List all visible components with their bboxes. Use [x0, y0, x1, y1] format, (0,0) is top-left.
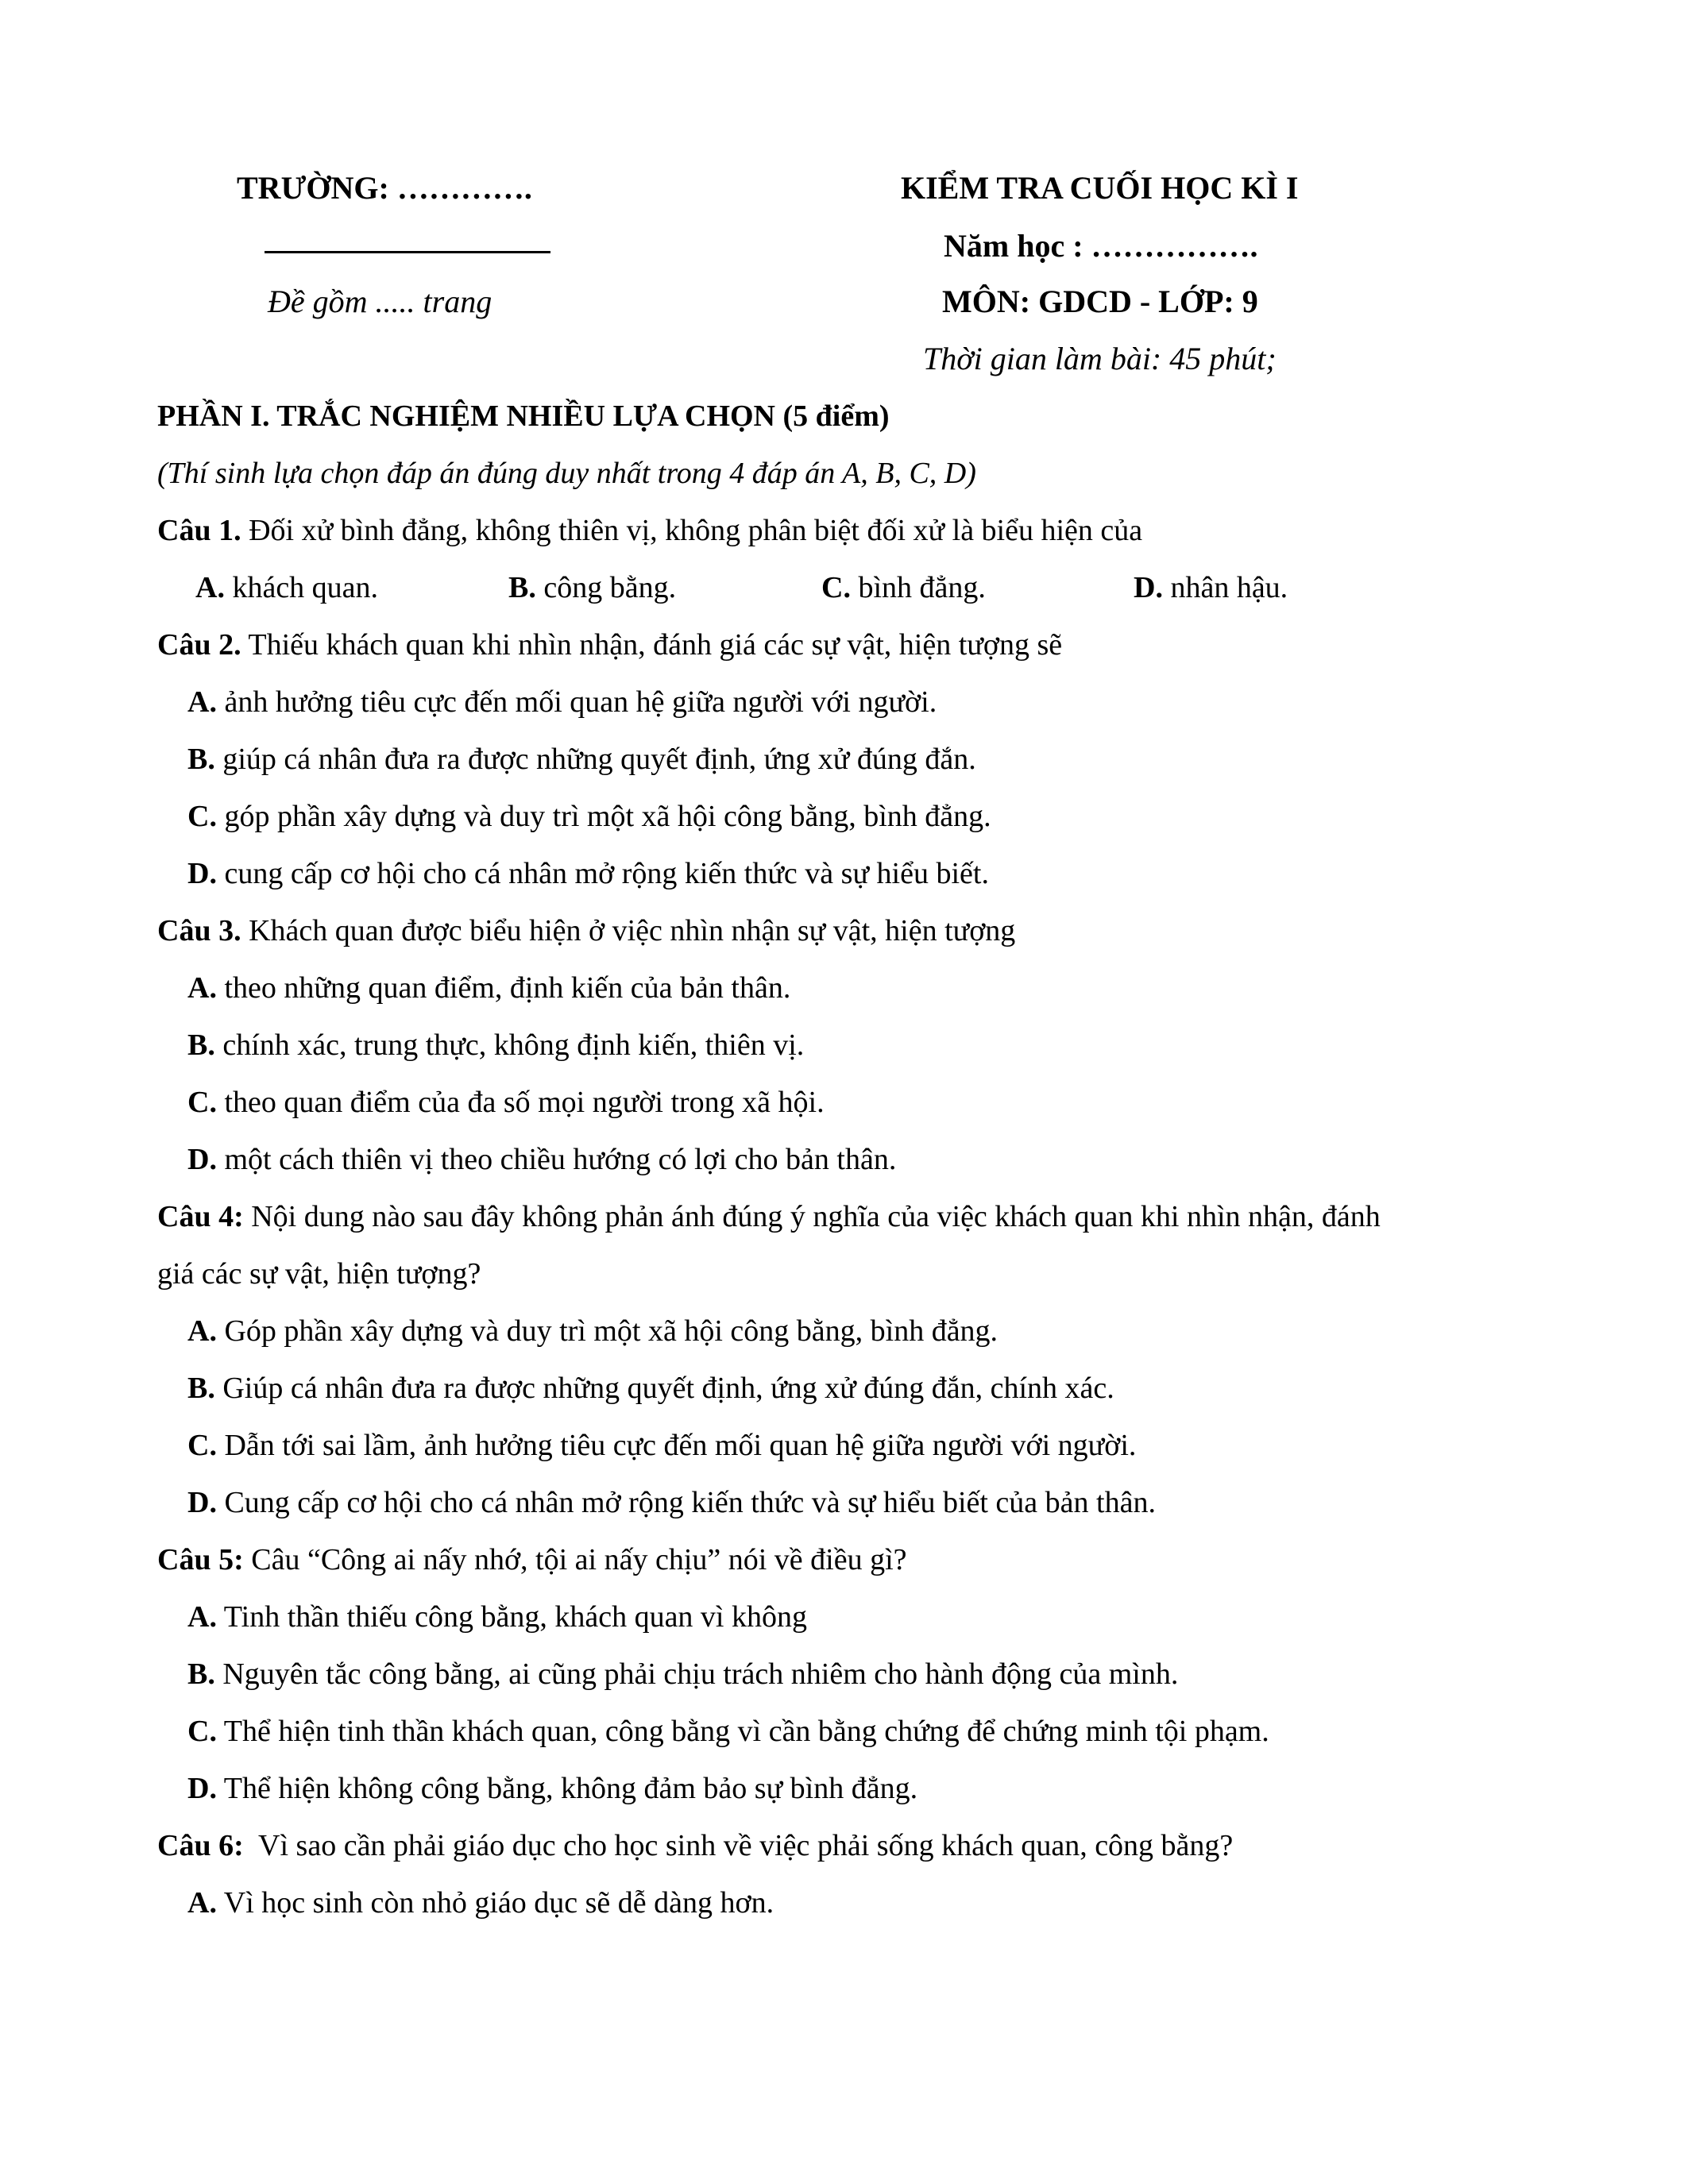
option-3b — [187, 1030, 804, 1060]
option-text: Cung cấp cơ hội cho cá nhân mở rộng kiến thức và sự hiểu biết của bản thân. — [216, 1486, 1156, 1519]
option-label: D. — [187, 1486, 217, 1519]
option-text: một cách thiên vị theo chiều hướng có lợi cho bản thân. — [216, 1143, 897, 1176]
option-2d — [187, 859, 989, 889]
option-label: B. — [187, 1028, 215, 1062]
question-text: Câu “Công ai nấy nhớ, tội ai nấy chịu” nói về điều gì? — [243, 1543, 907, 1576]
option-6a — [187, 1888, 774, 1918]
question-3 — [157, 916, 1015, 946]
option-text: Dẫn tới sai lầm, ảnh hưởng tiêu cực đến mối quan hệ giữa người với người. — [216, 1429, 1137, 1462]
question-1 — [157, 515, 1142, 546]
option-text: cung cấp cơ hội cho cá nhân mở rộng kiến thức và sự hiểu biết. — [216, 857, 989, 890]
option-text: Giúp cá nhân đưa ra được những quyết định, ứng xử đúng đắn, chính xác. — [214, 1372, 1114, 1405]
option-label: D. — [1134, 571, 1163, 604]
option-text: theo quan điểm của đa số mọi người trong xã hội. — [216, 1086, 825, 1119]
question-text: Vì sao cần phải giáo dục cho học sinh về việc phải sống khách quan, công bằng? — [243, 1829, 1234, 1862]
option-label: A. — [187, 1600, 217, 1634]
option-text: ảnh hưởng tiêu cực đến mối quan hệ giữa người với người. — [216, 685, 937, 719]
subject-grade: MÔN: GDCD - LỚP: 9 — [942, 284, 1258, 319]
exam-title: KIỂM TRA CUỐI HỌC KÌ I — [901, 170, 1299, 206]
option-text: chính xác, trung thực, không định kiến, thiên vị. — [214, 1028, 805, 1062]
question-label: Câu 6: — [157, 1829, 244, 1862]
option-label: D. — [187, 1143, 217, 1176]
option-label: D. — [187, 857, 217, 890]
option-2b — [187, 744, 976, 774]
option-label: A. — [195, 571, 225, 604]
option-text: góp phần xây dựng và duy trì một xã hội công bằng, bình đẳng. — [216, 800, 991, 833]
option-4c — [187, 1430, 1136, 1461]
option-text: Tinh thần thiếu công bằng, khách quan vì không — [216, 1600, 807, 1634]
option-4b — [187, 1373, 1114, 1403]
option-label: B. — [187, 743, 215, 776]
question-text: Nội dung nào sau đây không phản ánh đúng ý nghĩa của việc khách quan khi nhìn nhận, đánh — [243, 1200, 1381, 1233]
option-label: A. — [187, 1886, 217, 1920]
option-4d — [187, 1488, 1156, 1518]
question-label: Câu 5: — [157, 1543, 244, 1576]
option-label: C. — [187, 1086, 217, 1119]
option-5a — [187, 1602, 807, 1632]
option-1b — [508, 573, 676, 603]
option-label: C. — [187, 1429, 217, 1462]
option-3a — [187, 973, 790, 1003]
option-3c — [187, 1087, 825, 1117]
option-label: A. — [187, 685, 217, 719]
school-label: TRƯỜNG: …………. — [237, 170, 532, 206]
question-6 — [157, 1831, 1233, 1861]
option-label: C. — [821, 571, 851, 604]
option-text: theo những quan điểm, định kiến của bản thân. — [216, 971, 791, 1005]
option-label: C. — [187, 1715, 217, 1748]
school-year: Năm học : ……………. — [944, 228, 1258, 264]
option-label: B. — [508, 571, 536, 604]
question-text: Đối xử bình đẳng, không thiên vị, không phân biệt đối xử là biểu hiện của — [241, 514, 1143, 547]
option-2a — [187, 687, 937, 717]
question-2 — [157, 630, 1062, 660]
option-text: công bằng. — [535, 571, 677, 604]
header-divider-line — [265, 251, 550, 253]
question-text: Khách quan được biểu hiện ở việc nhìn nhận sự vật, hiện tượng — [241, 914, 1016, 947]
option-label: B. — [187, 1657, 215, 1691]
option-1a — [195, 573, 378, 603]
option-text: Thể hiện không công bằng, không đảm bảo sự bình đẳng. — [216, 1772, 918, 1805]
option-label: A. — [187, 971, 217, 1005]
option-label: A. — [187, 1314, 217, 1348]
question-4-continuation: giá các sự vật, hiện tượng? — [157, 1257, 481, 1291]
question-label: Câu 2. — [157, 628, 241, 662]
option-3d — [187, 1144, 896, 1175]
option-text: Vì học sinh còn nhỏ giáo dục sẽ dễ dàng hơn. — [216, 1886, 774, 1920]
option-5d — [187, 1773, 917, 1804]
time-note: Thời gian làm bài: 45 phút; — [923, 341, 1277, 376]
question-label: Câu 1. — [157, 514, 241, 547]
option-text: giúp cá nhân đưa ra được những quyết định, ứng xử đúng đắn. — [214, 743, 976, 776]
option-5b — [187, 1659, 1178, 1689]
section-title: PHẦN I. TRẮC NGHIỆM NHIỀU LỰA CHỌN (5 điểm) — [157, 399, 890, 433]
question-4 — [157, 1202, 1381, 1232]
option-text: bình đẳng. — [850, 571, 986, 604]
option-1d — [1134, 573, 1288, 603]
option-label: D. — [187, 1772, 217, 1805]
option-4a — [187, 1316, 998, 1346]
option-2c — [187, 801, 991, 832]
question-text: Thiếu khách quan khi nhìn nhận, đánh giá các sự vật, hiện tượng sẽ — [241, 628, 1063, 662]
pages-note: Đề gồm ..... trang — [268, 284, 492, 319]
option-text: Góp phần xây dựng và duy trì một xã hội công bằng, bình đẳng. — [216, 1314, 999, 1348]
option-text: nhân hậu. — [1162, 571, 1288, 604]
option-text: khách quan. — [224, 571, 379, 604]
option-label: B. — [187, 1372, 215, 1405]
question-label: Câu 4: — [157, 1200, 244, 1233]
option-label: C. — [187, 800, 217, 833]
option-5c — [187, 1716, 1269, 1746]
section-instruction: (Thí sinh lựa chọn đáp án đúng duy nhất trong 4 đáp án A, B, C, D) — [157, 457, 976, 490]
question-5 — [157, 1545, 907, 1575]
option-1c — [821, 573, 986, 603]
question-label: Câu 3. — [157, 914, 241, 947]
option-text: Nguyên tắc công bằng, ai cũng phải chịu trách nhiêm cho hành động của mình. — [214, 1657, 1179, 1691]
option-text: Thể hiện tinh thần khách quan, công bằng vì cần bằng chứng để chứng minh tội phạm. — [216, 1715, 1269, 1748]
